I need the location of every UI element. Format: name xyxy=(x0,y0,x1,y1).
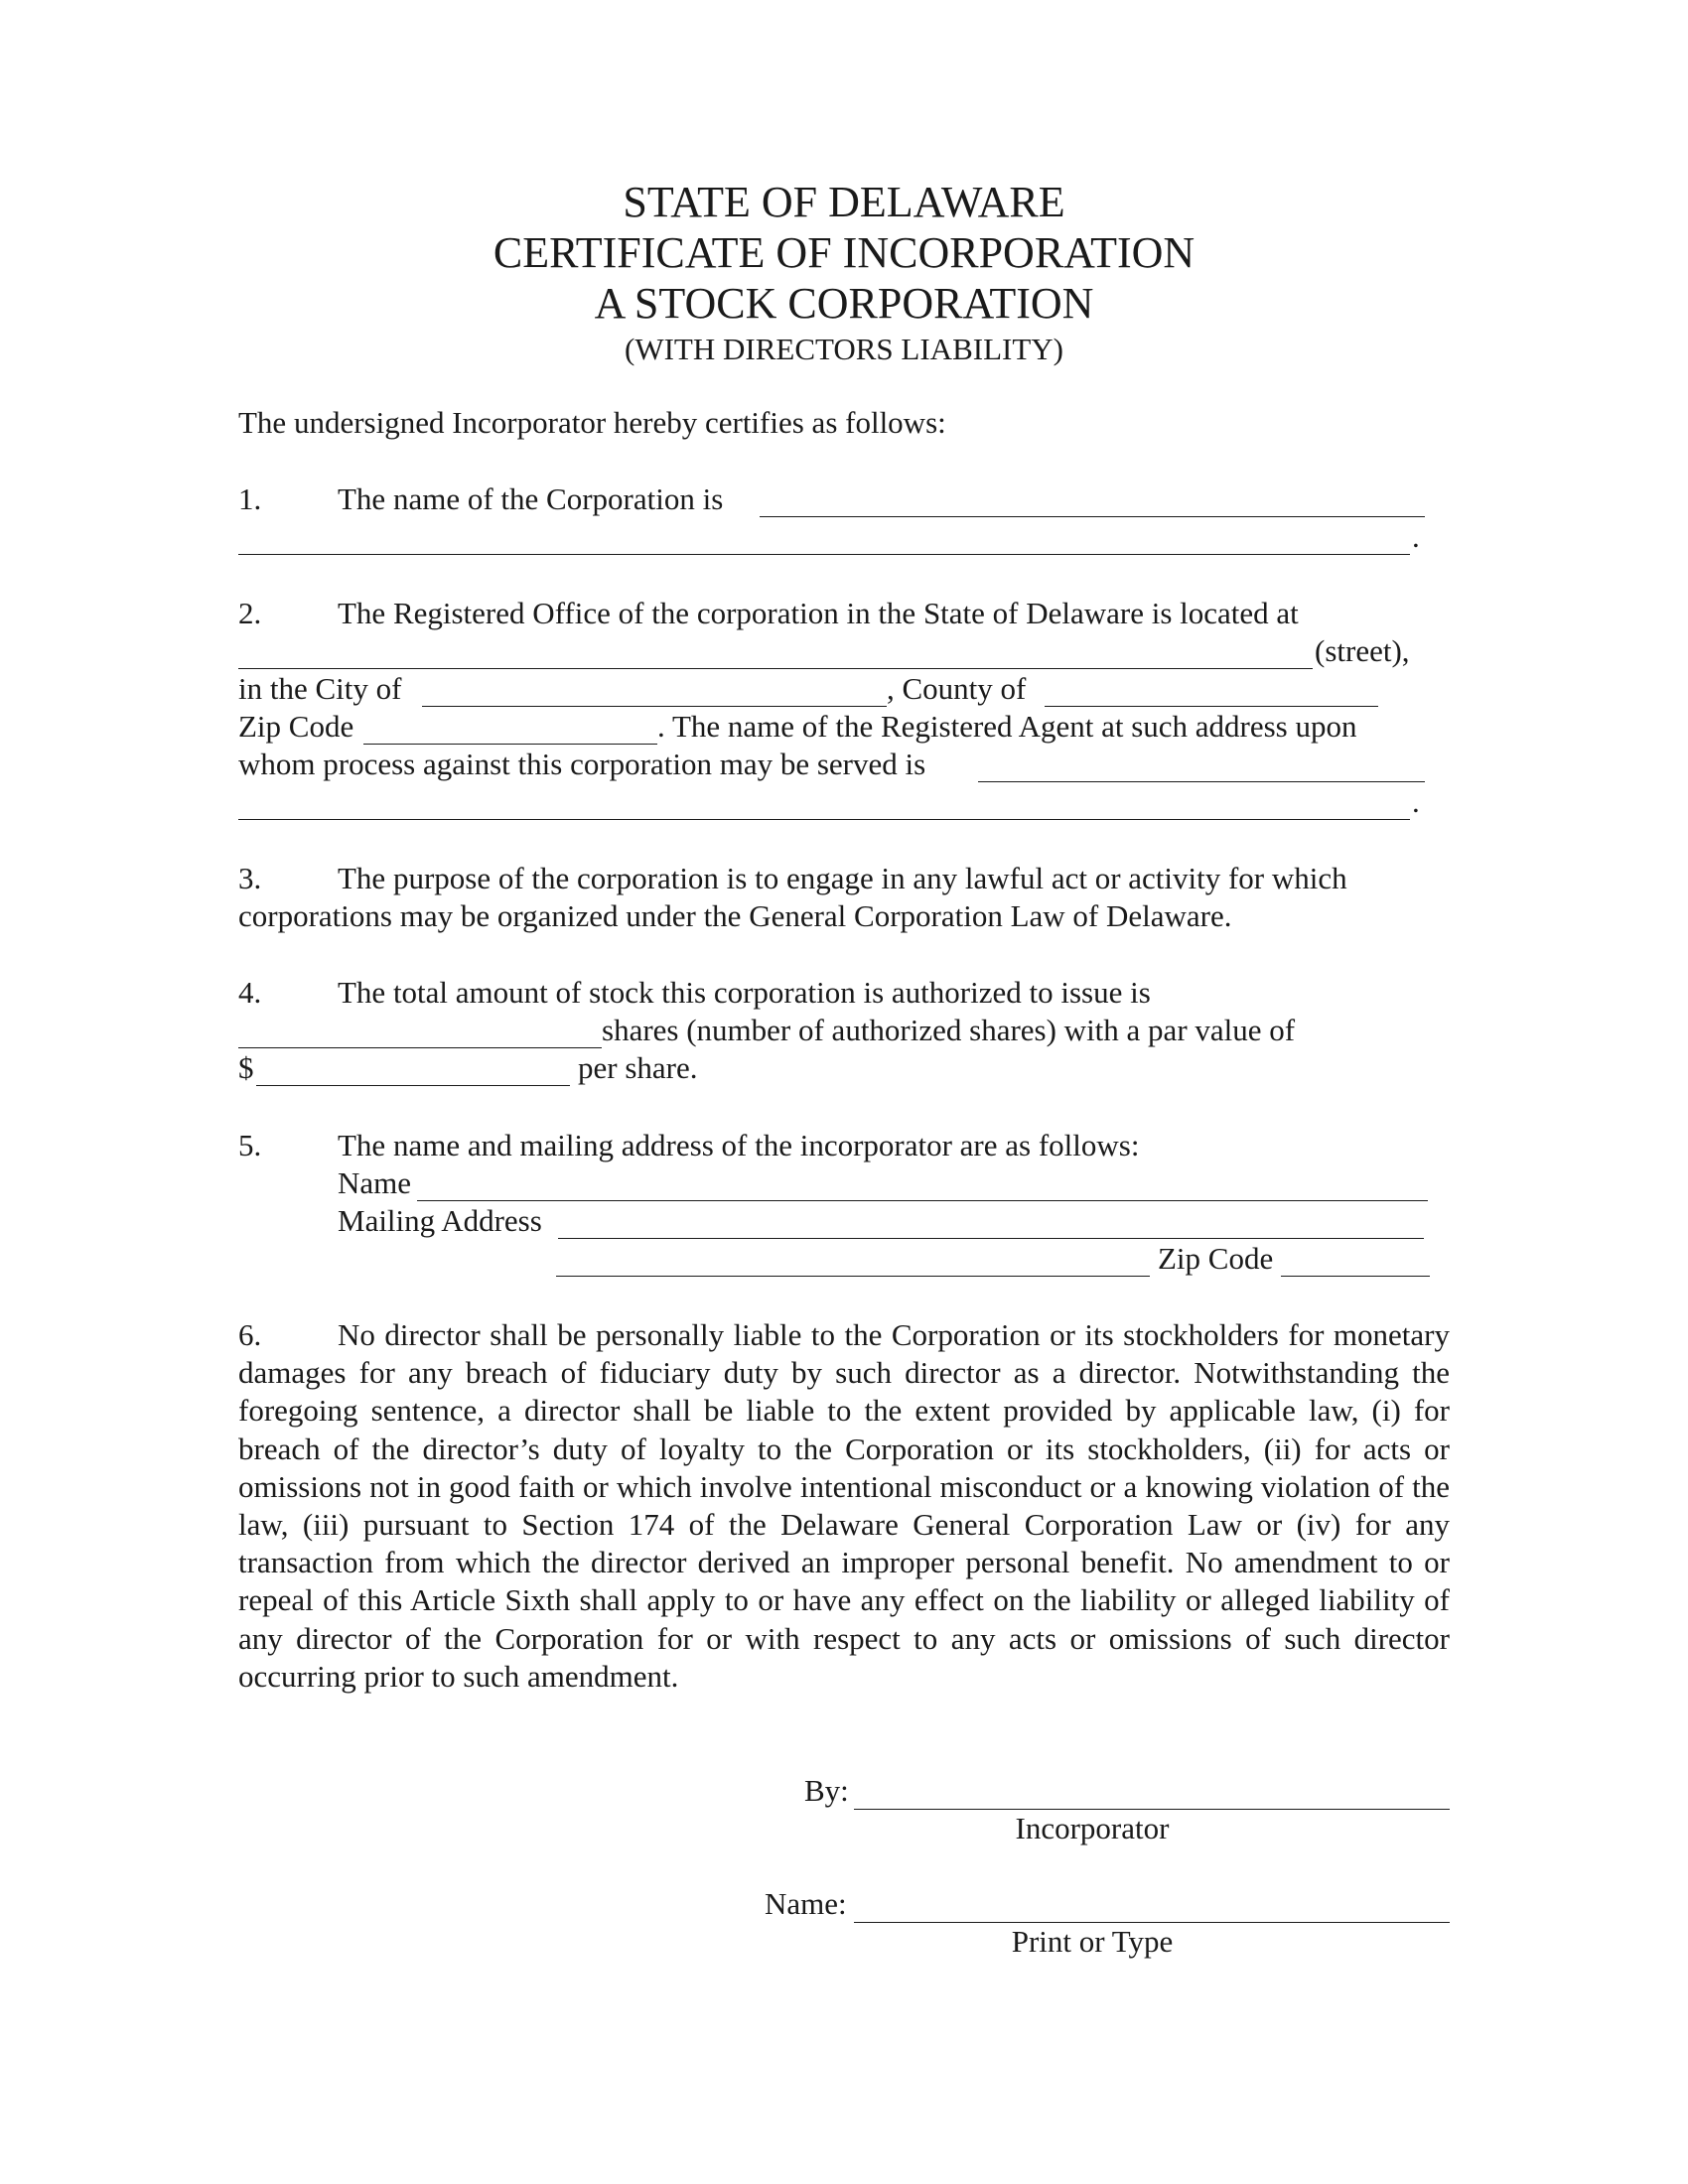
item3-line2: corporations may be organized under the General Corporation Law of Delaware. xyxy=(238,898,1232,933)
city-label: in the City of xyxy=(238,671,402,706)
registered-agent-field[interactable] xyxy=(978,781,1425,782)
street-field[interactable] xyxy=(238,668,1313,669)
item4-line1: The total amount of stock this corporation is authorized to issue is xyxy=(338,975,1151,1010)
header-certificate: CERTIFICATE OF INCORPORATION xyxy=(492,228,1196,277)
item3-number: 3. xyxy=(238,861,262,895)
by-label: By: xyxy=(804,1773,849,1808)
item6-paragraph xyxy=(238,1316,1450,1696)
street-label: (street), xyxy=(1315,633,1410,668)
item2-number: 2. xyxy=(238,596,262,630)
header-state: STATE OF DELAWARE xyxy=(623,178,1065,226)
item4-number: 4. xyxy=(238,975,262,1010)
incorporator-zip-label: Zip Code xyxy=(1158,1241,1274,1276)
item2-period: . xyxy=(1412,784,1420,819)
city-field[interactable] xyxy=(422,706,887,707)
name-caption: Print or Type xyxy=(1011,1924,1174,1959)
item5-number: 5. xyxy=(238,1128,262,1162)
zip-field[interactable] xyxy=(363,744,657,745)
corporation-name-field-line2[interactable] xyxy=(238,554,1410,555)
incorporator-name-field[interactable] xyxy=(417,1200,1428,1201)
mailing-address-field-line2[interactable] xyxy=(556,1276,1150,1277)
item1-number: 1. xyxy=(238,481,262,516)
item3-line1: The purpose of the corporation is to engage in any lawful act or activity for which xyxy=(338,861,1347,895)
header-directors-liability: (WITH DIRECTORS LIABILITY) xyxy=(625,332,1063,366)
document-header xyxy=(0,177,1688,370)
incorporator-name-label: Name xyxy=(338,1165,412,1200)
intro-text: The undersigned Incorporator hereby certifies as follows: xyxy=(238,405,946,440)
item2-text: The Registered Office of the corporation in the State of Delaware is located at xyxy=(338,596,1299,630)
zip-label: Zip Code xyxy=(238,709,354,744)
name-label: Name: xyxy=(765,1886,847,1921)
by-caption: Incorporator xyxy=(1015,1811,1170,1845)
county-field[interactable] xyxy=(1045,706,1378,707)
county-label: , County of xyxy=(887,671,1027,706)
item5-text: The name and mailing address of the incorporator are as follows: xyxy=(338,1128,1140,1162)
item1-text: The name of the Corporation is xyxy=(338,481,724,516)
agent-text-a: . The name of the Registered Agent at such address upon xyxy=(657,709,1357,744)
header-stock-corporation: A STOCK CORPORATION xyxy=(594,279,1094,328)
mailing-address-field[interactable] xyxy=(558,1238,1424,1239)
authorized-shares-field[interactable] xyxy=(238,1047,602,1048)
par-value-field[interactable] xyxy=(256,1085,570,1086)
per-share-text: per share. xyxy=(578,1050,698,1085)
dollar-sign: $ xyxy=(238,1050,254,1085)
corporation-name-field[interactable] xyxy=(760,516,1425,517)
agent-text-b: whom process against this corporation may be served is xyxy=(238,747,926,781)
item6-number: 6. xyxy=(238,1317,262,1352)
shares-text: shares (number of authorized shares) with a par value of xyxy=(602,1013,1296,1047)
item1-period: . xyxy=(1412,519,1420,554)
incorporator-zip-field[interactable] xyxy=(1281,1276,1430,1277)
mailing-address-label: Mailing Address xyxy=(338,1203,542,1238)
item6-text: No director shall be personally liable to the Corporation or its stockholders for monetary damages for any breach of fiduciary duty by such director as a director. Notwithstanding the foregoing sentence, a director shall be liable to the extent provided by applicable law, (i) for breach of the director’s duty of loyalty to the Corporation or its stockholders, (ii) for acts or omissions not in good faith or which involve intentional misconduct or a knowing violation of the law, (iii) pursuant to Section 174 of the Delaware General Corporation Law or (iv) for any transaction from which the director derived an improper personal benefit. No amendment to or repeal of this Article Sixth shall apply to or have any effect on the liability or alleged liability of any director of the Corporation for or with respect to any acts or omissions of such director occurring prior to such amendment. xyxy=(238,1317,1450,1694)
registered-agent-field-line2[interactable] xyxy=(238,819,1410,820)
